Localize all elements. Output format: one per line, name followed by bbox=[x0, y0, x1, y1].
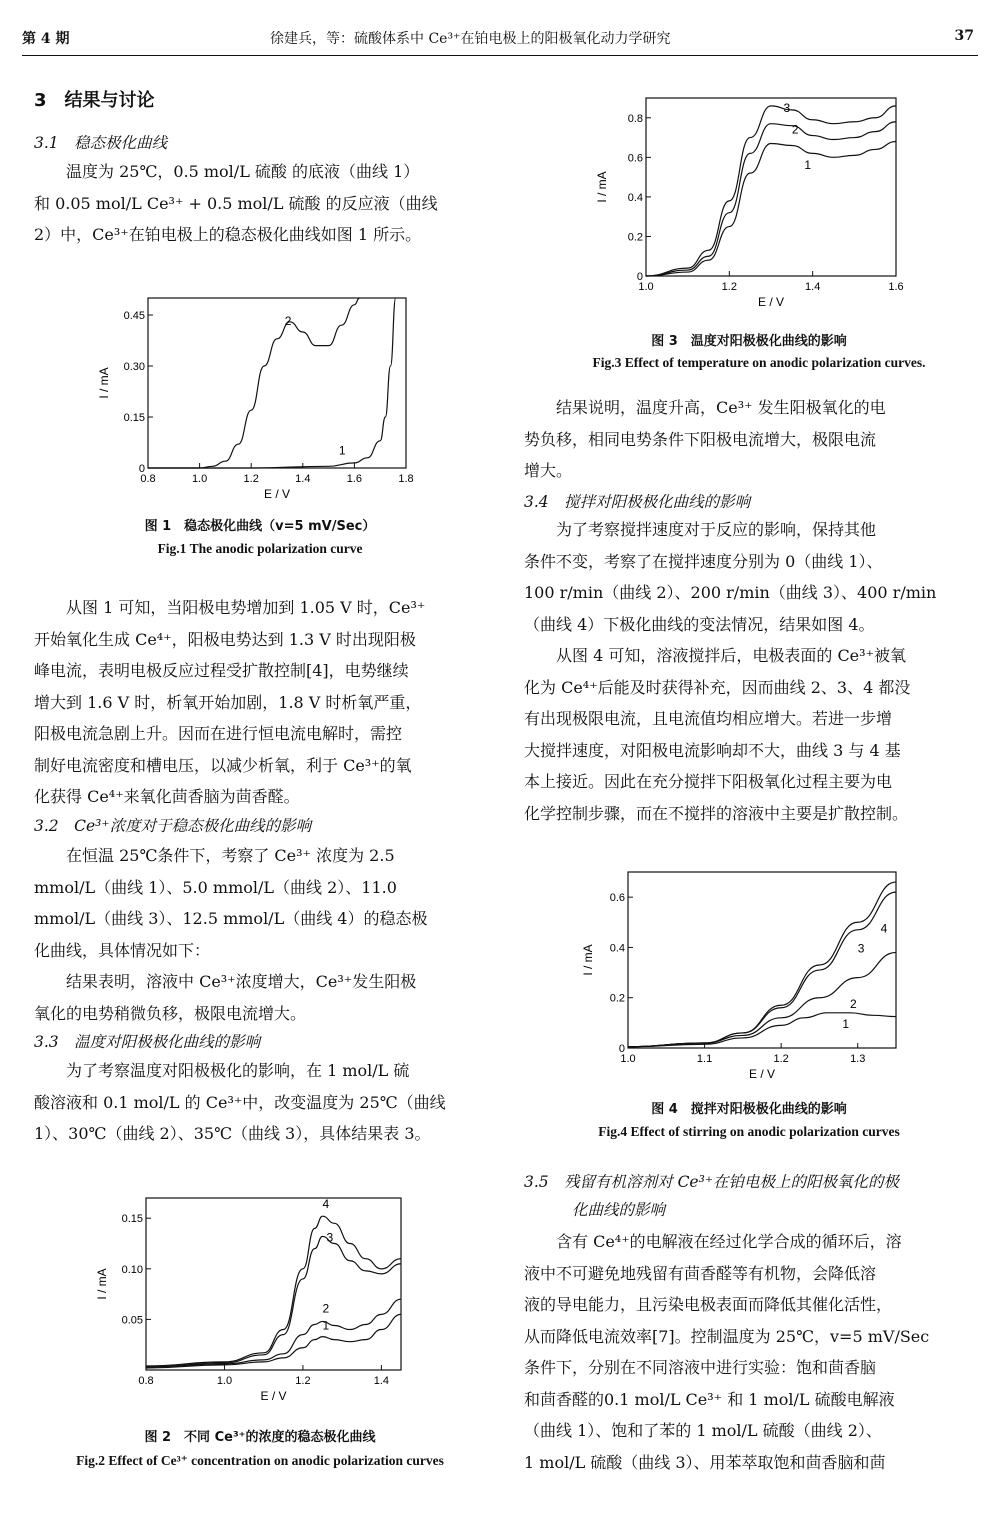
plot-frame bbox=[628, 872, 896, 1048]
series-label-2: 2 bbox=[322, 1301, 330, 1316]
text-line: 1）、30℃（曲线 2）、35℃（曲线 3），具体结果表 3。 bbox=[34, 1124, 431, 1143]
paragraph-3-2 bbox=[34, 840, 486, 1029]
y-tick-label: 0.10 bbox=[121, 1263, 143, 1276]
text-line: 开始氧化生成 Ce⁴⁺，阳极电势达到 1.3 V 时出现阳极 bbox=[34, 629, 416, 649]
text-line: 化获得 Ce⁴⁺来氧化茴香脑为茴香醛。 bbox=[34, 787, 300, 806]
text-line: 大搅拌速度，对阳极电流影响却不大，曲线 3 与 4 基 bbox=[524, 740, 901, 760]
section-3-heading: 3 结果与讨论 bbox=[34, 90, 155, 111]
series-label-1: 1 bbox=[804, 158, 812, 173]
series-label-2: 2 bbox=[850, 996, 857, 1011]
y-axis-label: I / mA bbox=[595, 171, 609, 203]
header-rule bbox=[22, 55, 978, 56]
x-tick-label: 1.6 bbox=[888, 281, 904, 293]
series-line-1 bbox=[646, 142, 896, 276]
text-line: 1 mol/L 硫酸（曲线 3）、用苯萃取饱和茴香脑和茴 bbox=[524, 1452, 886, 1472]
y-axis-label: I / mA bbox=[97, 367, 111, 399]
text-line: 在恒温 25℃条件下，考察了 Ce³⁺ 浓度为 2.5 bbox=[34, 846, 395, 865]
text-line: 液的导电能力，且污染电极表面而降低其催化活性， bbox=[524, 1295, 893, 1314]
text-line: 2）中，Ce³⁺在铂电极上的稳态极化曲线如图 1 所示。 bbox=[34, 225, 422, 244]
figure-2-caption-en: Fig.2 Effect of Ce³⁺ concentration on anodic polarization curves bbox=[76, 1453, 444, 1468]
series-line-3 bbox=[646, 106, 896, 276]
paragraph-3-1b bbox=[34, 592, 486, 813]
y-tick-label: 0.45 bbox=[123, 310, 145, 322]
text-line: 温度为 25℃，0.5 mol/L 硫酸 的底液（曲线 1） bbox=[34, 162, 420, 181]
figure-3-chart bbox=[594, 88, 914, 316]
figure-3-caption-cn: 图 3 温度对阳极极化曲线的影响 bbox=[651, 334, 847, 349]
figure-1-caption-en: Fig.1 The anodic polarization curve bbox=[157, 541, 363, 556]
x-tick-label: 1.2 bbox=[721, 281, 737, 293]
text-line: 化为 Ce⁴⁺后能及时获得补充，因而曲线 2、3、4 都没 bbox=[524, 677, 911, 697]
series-label-1: 1 bbox=[842, 1016, 850, 1031]
text-line: 阳极电流急剧上升。因而在进行恒电流电解时，需控 bbox=[34, 724, 403, 743]
series-line-2 bbox=[646, 122, 896, 276]
x-axis-label: E / V bbox=[757, 295, 785, 309]
x-tick-label: 0.8 bbox=[140, 473, 156, 485]
text-line: 从而降低电流效率[7]。控制温度为 25℃，v=5 mV/Sec bbox=[524, 1326, 930, 1346]
figure-4-caption-en: Fig.4 Effect of stirring on anodic polarization curves bbox=[598, 1124, 900, 1139]
text-line: 势负移，相同电势条件下阳极电流增大，极限电流 bbox=[524, 429, 877, 449]
text-line: 有出现极限电流，且电流值均相应增大。若进一步增 bbox=[524, 709, 893, 728]
x-tick-label: 1.4 bbox=[295, 473, 311, 485]
text-line: 条件不变，考察了在搅拌速度分别为 0（曲线 1）、 bbox=[524, 551, 883, 571]
paragraph-3-4 bbox=[524, 514, 974, 829]
figure-2-chart bbox=[94, 1188, 414, 1410]
series-label-1: 1 bbox=[322, 1318, 330, 1333]
x-tick-label: 1.2 bbox=[295, 1375, 311, 1387]
text-line: mmol/L（曲线 1）、5.0 mmol/L（曲线 2）、11.0 bbox=[34, 877, 397, 897]
series-line-3 bbox=[628, 892, 896, 1047]
paragraph-3-3 bbox=[34, 1055, 486, 1150]
y-tick-label: 0.2 bbox=[609, 992, 625, 1005]
y-tick-label: 0.4 bbox=[627, 191, 643, 204]
series-line-1 bbox=[148, 298, 396, 468]
series-label-1: 1 bbox=[338, 443, 346, 458]
figure-3-caption-en: Fig.3 Effect of temperature on anodic polarization curves. bbox=[592, 355, 926, 370]
y-axis-label: I / mA bbox=[95, 1268, 109, 1300]
x-tick-label: 1.4 bbox=[805, 281, 821, 293]
paragraph-3-5 bbox=[524, 1226, 974, 1478]
section-3-4-heading: 3.4 搅拌对阳极极化曲线的影响 bbox=[524, 493, 751, 511]
y-tick-label: 0 bbox=[618, 1043, 625, 1055]
series-line-1 bbox=[628, 1013, 896, 1047]
x-tick-label: 1.2 bbox=[243, 473, 259, 485]
text-line: 氧化的电势稍微负移，极限电流增大。 bbox=[34, 1003, 307, 1023]
series-line-2 bbox=[148, 298, 360, 468]
series-label-3: 3 bbox=[857, 941, 865, 956]
text-line: 峰电流，表明电极反应过程受扩散控制[4]，电势继续 bbox=[34, 661, 409, 680]
figure-4-caption-cn: 图 4 搅拌对阳极极化曲线的影响 bbox=[651, 1102, 847, 1117]
text-line: 本上接近。因此在充分搅拌下阳极氧化过程主要为电 bbox=[524, 772, 893, 791]
text-line: 液中不可避免地残留有茴香醛等有机物，会降低溶 bbox=[524, 1263, 877, 1283]
y-axis-label: I / mA bbox=[581, 944, 595, 976]
x-tick-label: 1.0 bbox=[638, 281, 654, 293]
text-line: 结果说明，温度升高，Ce³⁺ 发生阳极氧化的电 bbox=[524, 398, 886, 417]
x-axis-label: E / V bbox=[263, 487, 291, 501]
x-tick-label: 1.0 bbox=[191, 473, 208, 485]
series-line-2 bbox=[146, 1299, 401, 1367]
text-line: 和茴香醛的0.1 mol/L Ce³⁺ 和 1 mol/L 硫酸电解液 bbox=[524, 1389, 895, 1409]
paragraph-3-1 bbox=[34, 156, 486, 251]
text-line: （曲线 4）下极化曲线的变法情况，结果如图 4。 bbox=[524, 614, 875, 634]
y-tick-label: 0.2 bbox=[627, 231, 643, 244]
series-label-3: 3 bbox=[783, 100, 791, 115]
figure-2-caption-cn: 图 2 不同 Ce³⁺的浓度的稳态极化曲线 bbox=[144, 1430, 376, 1445]
y-tick-label: 0 bbox=[636, 271, 643, 283]
y-tick-label: 0.15 bbox=[123, 412, 145, 424]
y-tick-label: 0.15 bbox=[121, 1213, 143, 1226]
text-line: 制好电流密度和槽电压，以减少析氧，利于 Ce³⁺的氧 bbox=[34, 755, 412, 775]
running-header bbox=[0, 28, 1000, 52]
figure-1-caption-cn: 图 1 稳态极化曲线（v=5 mV/Sec） bbox=[144, 519, 376, 534]
text-line: 化学控制步骤，而在不搅拌的溶液中主要是扩散控制。 bbox=[524, 803, 909, 823]
paragraph-3-3b bbox=[524, 392, 974, 487]
y-tick-label: 0.4 bbox=[609, 942, 625, 955]
section-3-5-heading: 3.5 残留有机溶剂对 Ce³⁺在铂电极上的阳极氧化的极 bbox=[524, 1173, 900, 1191]
x-tick-label: 1.4 bbox=[373, 1375, 390, 1387]
x-tick-label: 0.8 bbox=[138, 1375, 154, 1387]
page-number: 37 bbox=[954, 28, 974, 44]
y-tick-label: 0.6 bbox=[609, 892, 625, 905]
x-axis-label: E / V bbox=[260, 1389, 287, 1403]
figure-4-chart bbox=[580, 862, 910, 1090]
x-axis-label: E / V bbox=[748, 1067, 776, 1081]
x-tick-label: 1.3 bbox=[850, 1053, 866, 1065]
figure-1-chart bbox=[96, 288, 416, 506]
text-line: 含有 Ce⁴⁺的电解液在经过化学合成的循环后，溶 bbox=[524, 1232, 902, 1251]
text-line: 和 0.05 mol/L Ce³⁺ + 0.5 mol/L 硫酸 的反应液（曲线 bbox=[34, 193, 438, 213]
section-3-1-heading: 3.1 稳态极化曲线 bbox=[34, 134, 168, 152]
series-label-2: 2 bbox=[284, 314, 292, 329]
text-line: 条件下，分别在不同溶液中进行实验：饱和茴香脑 bbox=[524, 1358, 877, 1377]
text-line: 为了考察温度对阳极极化的影响，在 1 mol/L 硫 bbox=[34, 1061, 410, 1080]
y-tick-label: 0.05 bbox=[121, 1314, 143, 1327]
text-line: 从图 1 可知，当阳极电势增加到 1.05 V 时，Ce³⁺ bbox=[34, 598, 426, 617]
x-tick-label: 1.2 bbox=[773, 1053, 789, 1065]
text-line: 100 r/min（曲线 2）、200 r/min（曲线 3）、400 r/min bbox=[524, 583, 937, 602]
running-title: 徐建兵，等：硫酸体系中 Ce³⁺在铂电极上的阳极氧化动力学研究 bbox=[270, 31, 671, 47]
issue-number: 第 4 期 bbox=[22, 31, 70, 47]
series-label-4: 4 bbox=[880, 921, 888, 936]
text-line: 为了考察搅拌速度对于反应的影响，保持其他 bbox=[524, 520, 877, 539]
section-3-2-heading: 3.2 Ce³⁺浓度对于稳态极化曲线的影响 bbox=[34, 817, 312, 835]
section-3-3-heading: 3.3 温度对阳极极化曲线的影响 bbox=[34, 1033, 261, 1051]
series-label-2: 2 bbox=[791, 122, 799, 137]
x-tick-label: 1.0 bbox=[620, 1053, 636, 1065]
text-line: 从图 4 可知，溶液搅拌后，电极表面的 Ce³⁺被氧 bbox=[524, 646, 907, 665]
series-line-3 bbox=[146, 1236, 401, 1367]
y-tick-label: 0.8 bbox=[627, 112, 643, 125]
series-label-4: 4 bbox=[322, 1197, 330, 1212]
x-tick-label: 1.6 bbox=[346, 473, 363, 485]
plot-frame bbox=[148, 298, 406, 468]
text-line: （曲线 1）、饱和了苯的 1 mol/L 硫酸（曲线 2）、 bbox=[524, 1421, 882, 1440]
series-line-4 bbox=[628, 882, 896, 1047]
plot-frame bbox=[646, 98, 896, 276]
x-tick-label: 1.0 bbox=[216, 1375, 233, 1387]
section-3-5-heading-cont: 化曲线的影响 bbox=[572, 1201, 666, 1219]
text-line: 结果表明，溶液中 Ce³⁺浓度增大，Ce³⁺发生阳极 bbox=[34, 972, 417, 991]
text-line: 增大。 bbox=[524, 461, 573, 480]
text-line: 酸溶液和 0.1 mol/L 的 Ce³⁺中，改变温度为 25℃（曲线 bbox=[34, 1092, 446, 1112]
x-tick-label: 1.8 bbox=[398, 473, 414, 485]
y-tick-label: 0.6 bbox=[627, 152, 643, 165]
series-label-3: 3 bbox=[326, 1230, 334, 1245]
text-line: 化曲线，具体情况如下： bbox=[34, 940, 211, 960]
y-tick-label: 0 bbox=[138, 463, 145, 475]
y-tick-label: 0.30 bbox=[123, 361, 145, 373]
text-line: 增大到 1.6 V 时，析氧开始加剧，1.8 V 时析氧严重， bbox=[34, 692, 422, 712]
x-tick-label: 1.1 bbox=[696, 1053, 713, 1065]
text-line: mmol/L（曲线 3）、12.5 mmol/L（曲线 4）的稳态极 bbox=[34, 909, 428, 928]
